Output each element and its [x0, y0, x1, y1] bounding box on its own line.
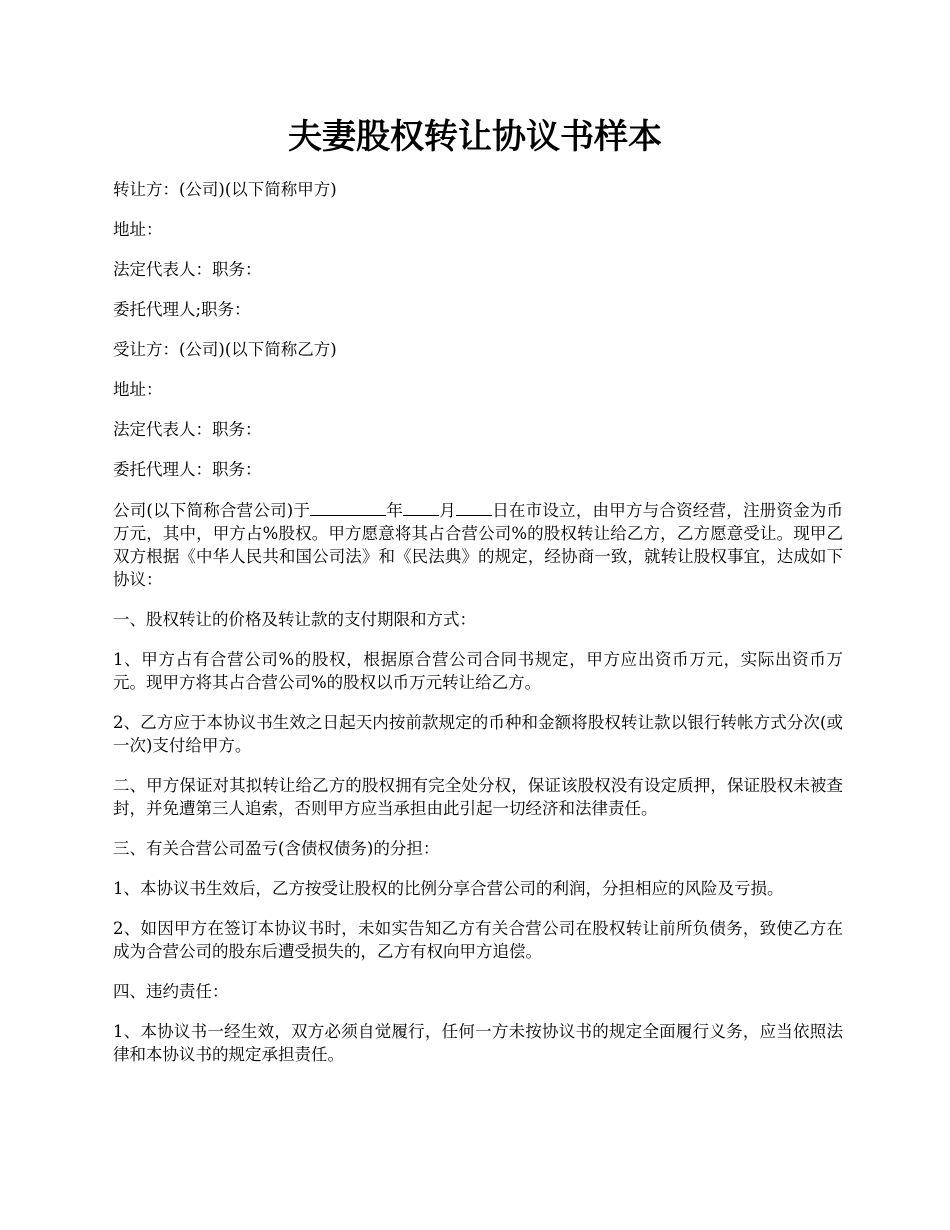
transferee-legal-rep-line: 法定代表人：职务：	[113, 420, 262, 439]
year-blank	[310, 498, 386, 516]
document-title: 夫妻股权转让协议书样本	[288, 117, 662, 157]
transferee-agent-line: 委托代理人：职务：	[113, 460, 262, 479]
document-body	[113, 178, 843, 1083]
day-blank	[456, 498, 492, 516]
clause-heading-3: 三、有关合营公司盈亏(含债权债务)的分担：	[113, 839, 440, 858]
clause-heading-1: 一、股权转让的价格及转让款的支付期限和方式：	[113, 610, 476, 629]
clause-heading-4: 四、违约责任：	[113, 982, 229, 1001]
clause-heading-2: 二、甲方保证对其拟转让给乙方的股权拥有完全处分权，保证该股权没有设定质押，保证股权未被查封，并免遭第三人追索，否则甲方应当承担由此引起一切经济和法律责任。	[113, 776, 843, 818]
transferor-line: 转让方：(公司)(以下简称甲方)	[113, 180, 337, 199]
intro-text-2: 年	[386, 501, 404, 520]
clause-1-item-1: 1、甲方占有合营公司%的股权，根据原合营公司合同书规定，甲方应出资币万元，实际出资币万元。现甲方将其占合营公司%的股权以币万元转让给乙方。	[113, 650, 843, 692]
intro-text-1: 公司(以下简称合营公司)于	[113, 501, 311, 520]
transferor-agent-line: 委托代理人;职务：	[113, 300, 251, 319]
intro-text-4: 日在市设立，由甲方与合资经营，注册资金为币万元，其中，甲方占%股权。甲方愿意将其占合营公司%的股权转让给乙方，乙方愿意受让。现甲乙双方根据《中华人民共和国公司法》和《民法典》的规定，经协商一致，就转让股权事宜，达成如下协议：	[113, 501, 844, 589]
month-blank	[403, 498, 439, 516]
clause-3-item-1: 1、本协议书生效后，乙方按受让股权的比例分享合营公司的利润，分担相应的风险及亏损。	[113, 879, 784, 898]
transferor-address-line: 地址：	[113, 220, 163, 239]
clause-4-item-1: 1、本协议书一经生效，双方必须自觉履行，任何一方未按协议书的规定全面履行义务，应当依照法律和本协议书的规定承担责任。	[113, 1022, 843, 1064]
transferee-address-line: 地址：	[113, 380, 163, 399]
transferor-legal-rep-line: 法定代表人：职务：	[113, 260, 262, 279]
intro-text-3: 月	[439, 501, 457, 520]
intro-paragraph	[113, 498, 843, 591]
clause-1-item-2: 2、乙方应于本协议书生效之日起天内按前款规定的币种和金额将股权转让款以银行转帐方式分次(或一次)支付给甲方。	[113, 713, 843, 755]
transferee-line: 受让方：(公司)(以下简称乙方)	[113, 340, 337, 359]
clause-3-item-2: 2、如因甲方在签订本协议书时，未如实告知乙方有关合营公司在股权转让前所负债务，致使乙方在成为合营公司的股东后遭受损失的，乙方有权向甲方追偿。	[113, 919, 843, 961]
